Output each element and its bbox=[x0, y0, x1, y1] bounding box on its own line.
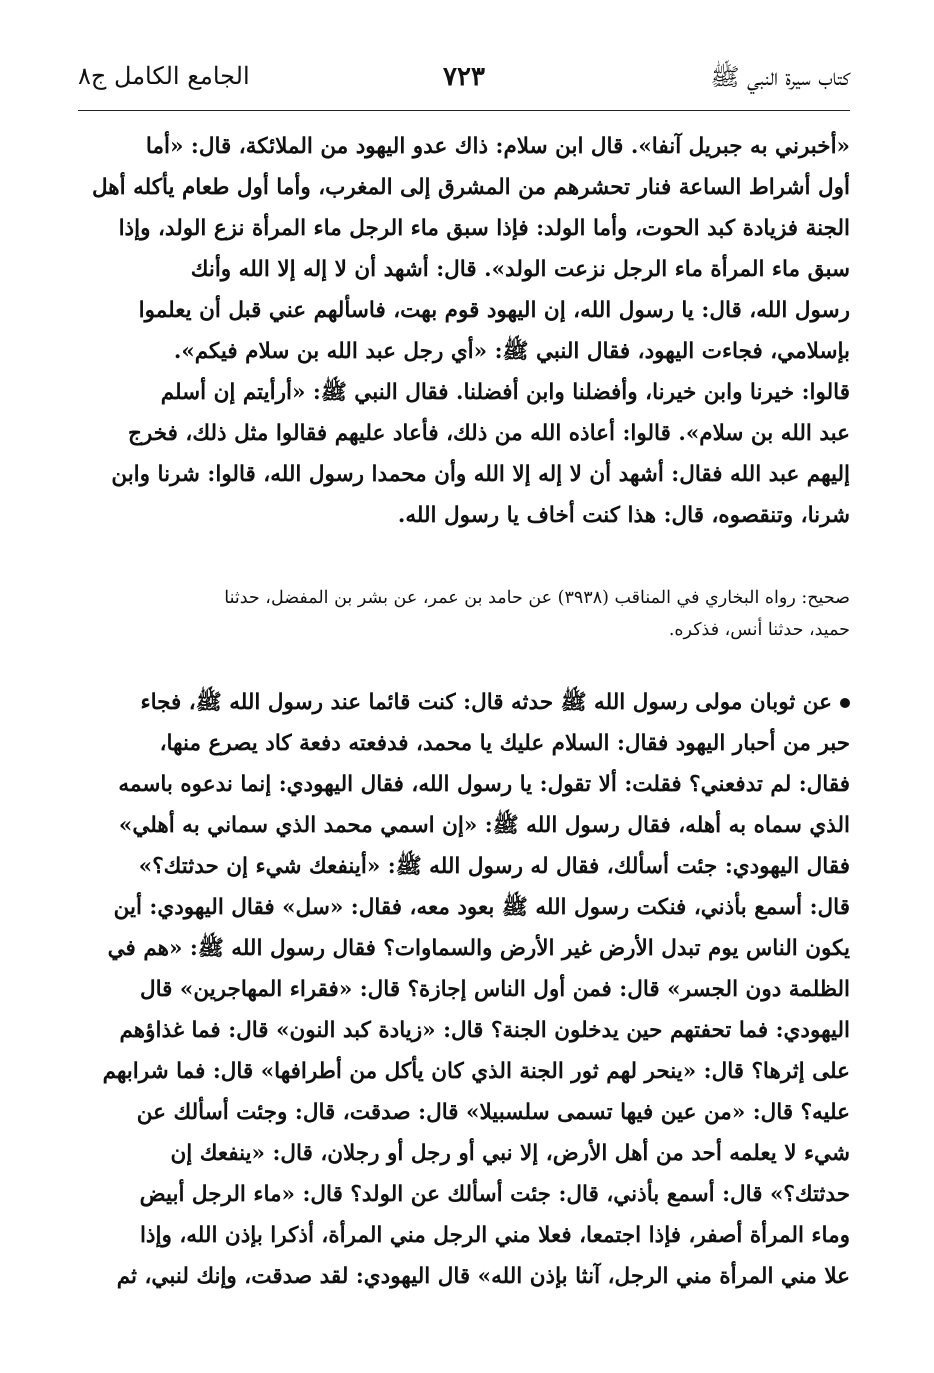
text-line: قالوا: خيرنا وابن خيرنا، وأفضلنا وابن أفضلنا. فقال النبي ﷺ: «أرأيتم إن أسلم bbox=[160, 380, 850, 405]
text-line: علا مني المرأة مني الرجل، آنثا بإذن الله» قال اليهودي: لقد صدقت، وإنك لنبي، ثم bbox=[116, 1264, 850, 1289]
text-line-content: عن ثوبان مولى رسول الله ﷺ حدثه قال: كنت قائما عند رسول الله ﷺ، فجاء bbox=[140, 690, 832, 715]
text-line: عبد الله بن سلام». قالوا: أعاذه الله من ذلك، فأعاد عليهم فقالوا مثل ذلك، فخرج bbox=[128, 421, 850, 446]
text-line: عليه؟ قال: «من عين فيها تسمى سلسبيلا» قال: صدقت، قال: وجئت أسألك عن bbox=[136, 1100, 850, 1125]
text-line: يكون الناس يوم تبدل الأرض غير الأرض والسماوات؟ فقال رسول الله ﷺ: «هم في bbox=[107, 936, 850, 961]
text-line: وماء المرأة أصفر، فإذا اجتمعا، فعلا مني الرجل مني المرأة، أذكرا بإذن الله، وإذا bbox=[139, 1223, 850, 1248]
text-line: فقال: لم تدفعني؟ فقلت: ألا تقول: يا رسول الله، فقال اليهودي: إنما ندعوه باسمه bbox=[118, 772, 850, 797]
text-line: الجنة فزيادة كبد الحوت، وأما الولد: فإذا سبق ماء الرجل ماء المرأة نزع الولد، وإذا bbox=[118, 216, 850, 241]
takhrij-note bbox=[78, 582, 850, 646]
text-line: قال: أسمع بأذني، فنكت رسول الله ﷺ بعود معه، فقال: «سل» فقال اليهودي: أين bbox=[113, 895, 850, 920]
book-title: كتاب سيرة النبي ﷺ bbox=[710, 63, 850, 91]
note-line: صحيح: رواه البخاري في المناقب (٣٩٣٨) عن حامد بن عمر، عن بشر بن المفضل، حدثنا bbox=[224, 588, 850, 608]
text-line-first bbox=[78, 682, 850, 723]
text-line: سبق ماء المرأة ماء الرجل نزعت الولد». قال: أشهد أن لا إله إلا الله وأنك bbox=[190, 257, 850, 282]
volume-title: الجامع الكامل ج٨ bbox=[78, 62, 250, 90]
page-number: ٧٢٣ bbox=[443, 62, 485, 92]
text-line: اليهودي: فما تحفتهم حين يدخلون الجنة؟ قال: «زيادة كبد النون» قال: فما غذاؤهم bbox=[119, 1018, 850, 1043]
note-line: حميد، حدثنا أنس، فذكره. bbox=[668, 620, 850, 640]
text-line: بإسلامي، فجاءت اليهود، فقال النبي ﷺ: «أي رجل عبد الله بن سلام فيكم». bbox=[173, 339, 850, 364]
bullet-icon bbox=[840, 698, 850, 708]
text-line: «أخبرني به جبريل آنفا». قال ابن سلام: ذاك عدو اليهود من الملائكة، قال: «أما bbox=[145, 134, 850, 159]
paragraph-2 bbox=[78, 682, 850, 1297]
text-line: الذي سماه به أهله، فقال رسول الله ﷺ: «إن اسمي محمد الذي سماني به أهلي» bbox=[118, 813, 850, 838]
text-line: حدثتك؟» قال: أسمع بأذني، قال: جئت أسألك عن الولد؟ قال: «ماء الرجل أبيض bbox=[139, 1182, 850, 1207]
text-line: فقال اليهودي: جئت أسألك، فقال له رسول الله ﷺ: «أينفعك شيء إن حدثتك؟» bbox=[138, 854, 850, 879]
text-line: شيء لا يعلمه أحد من أهل الأرض، إلا نبي أو رجل أو رجلان، قال: «ينفعك إن bbox=[170, 1141, 850, 1166]
text-line: على إثرها؟ قال: «ينحر لهم ثور الجنة الذي كان يأكل من أطرافها» قال: فما شرابهم bbox=[102, 1059, 850, 1084]
page-header bbox=[78, 62, 850, 106]
text-line: شرنا، وتنقصوه، قال: هذا كنت أخاف يا رسول الله. bbox=[397, 503, 850, 528]
text-line: أول أشراط الساعة فنار تحشرهم من المشرق إلى المغرب، وأما أول طعام يأكله أهل bbox=[92, 175, 850, 200]
header-rule bbox=[78, 110, 850, 111]
text-line: الظلمة دون الجسر» قال: فمن أول الناس إجازة؟ قال: «فقراء المهاجرين» قال bbox=[139, 977, 850, 1002]
paragraph-1 bbox=[78, 126, 850, 536]
text-line: رسول الله، قال: يا رسول الله، إن اليهود قوم بهت، فاسألهم عني قبل أن يعلموا bbox=[138, 298, 850, 323]
text-line: حبر من أحبار اليهود فقال: السلام عليك يا محمد، فدفعته دفعة كاد يصرع منها، bbox=[159, 731, 850, 756]
text-line: إليهم عبد الله فقال: أشهد أن لا إله إلا الله وأن محمدا رسول الله، قالوا: شرنا وابن bbox=[111, 462, 850, 487]
